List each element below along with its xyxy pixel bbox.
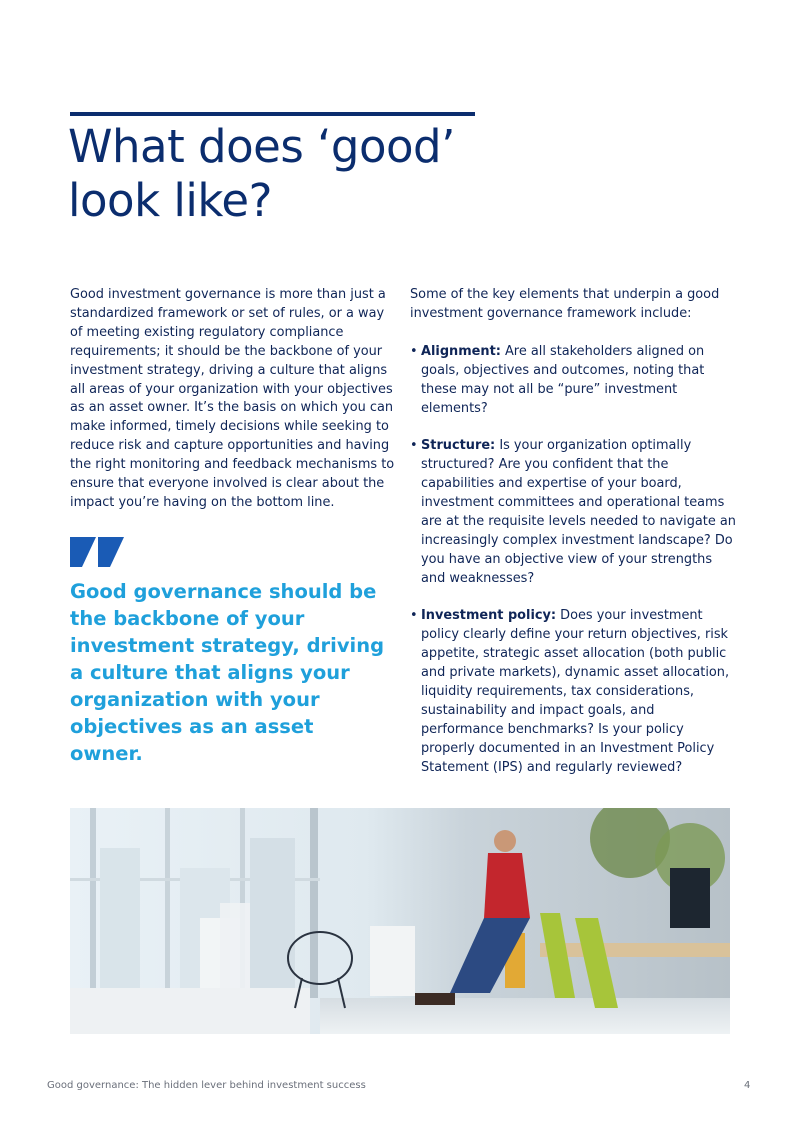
page-title — [68, 120, 628, 228]
quote-mark-icon — [70, 537, 124, 567]
list-item-investment-policy — [410, 607, 740, 777]
list-item-alignment — [410, 343, 740, 419]
title-line-1: What does ‘good’ — [68, 120, 455, 173]
key-elements-list — [410, 343, 740, 778]
left-column — [70, 286, 400, 513]
right-intro-paragraph: Some of the key elements that underpin a good investment governance framework include: — [410, 287, 720, 321]
bullet-text: Is your organization optimally structured? Are you confident that the capabilities and expertise of your board, investment committees and operational teams are at the requisite levels needed to navigate an increasingly complex investment landscape? Do you have an objective view of your strengths and weaknesses? — [421, 438, 736, 586]
bullet-label: Investment policy: — [421, 608, 557, 624]
pull-quote: Good governance should be the backbone of your investment strategy, driving a culture that aligns your organization with your objectives as an asset owner. — [70, 580, 385, 765]
title-line-2: look like? — [68, 174, 272, 227]
office-photo-illustration — [70, 808, 730, 1034]
office-photo — [70, 808, 730, 1034]
list-item-structure — [410, 437, 740, 588]
right-column — [410, 286, 740, 797]
bullet-text: Does your investment policy clearly define your return objectives, risk appetite, strategic asset allocation (both public and private markets), dynamic asset allocation, liquidity requirements, tax considerations, sustainability and impact goals, and performance benchmarks? Is your policy properly documented in an Investment Policy Statement (IPS) and regularly reviewed? — [421, 608, 730, 775]
title-rule — [70, 112, 475, 116]
left-intro-paragraph: Good investment governance is more than just a standardized framework or set of rules, or a way of meeting existing regulatory compliance requirements; it should be the backbone of your investment strategy, driving a culture that aligns all areas of your organization with your objectives as an asset owner. It’s the basis on which you can make informed, timely decisions while seeking to reduce risk and capture opportunities and having the right monitoring and feedback mechanisms to ensure that everyone involved is clear about the impact you’re having on the bottom line. — [70, 287, 395, 510]
page-number: 4 — [744, 1080, 751, 1091]
bullet-dot-icon: • — [410, 438, 418, 454]
bullet-dot-icon: • — [410, 608, 418, 624]
bullet-text: Are all stakeholders aligned on goals, objectives and outcomes, noting that these may not all be “pure” investment elements? — [421, 343, 705, 416]
bullet-label: Alignment: — [421, 343, 501, 359]
bullet-label: Structure: — [421, 438, 496, 454]
footer-title: Good governance: The hidden lever behind investment success — [47, 1080, 366, 1091]
bullet-dot-icon: • — [410, 343, 418, 359]
